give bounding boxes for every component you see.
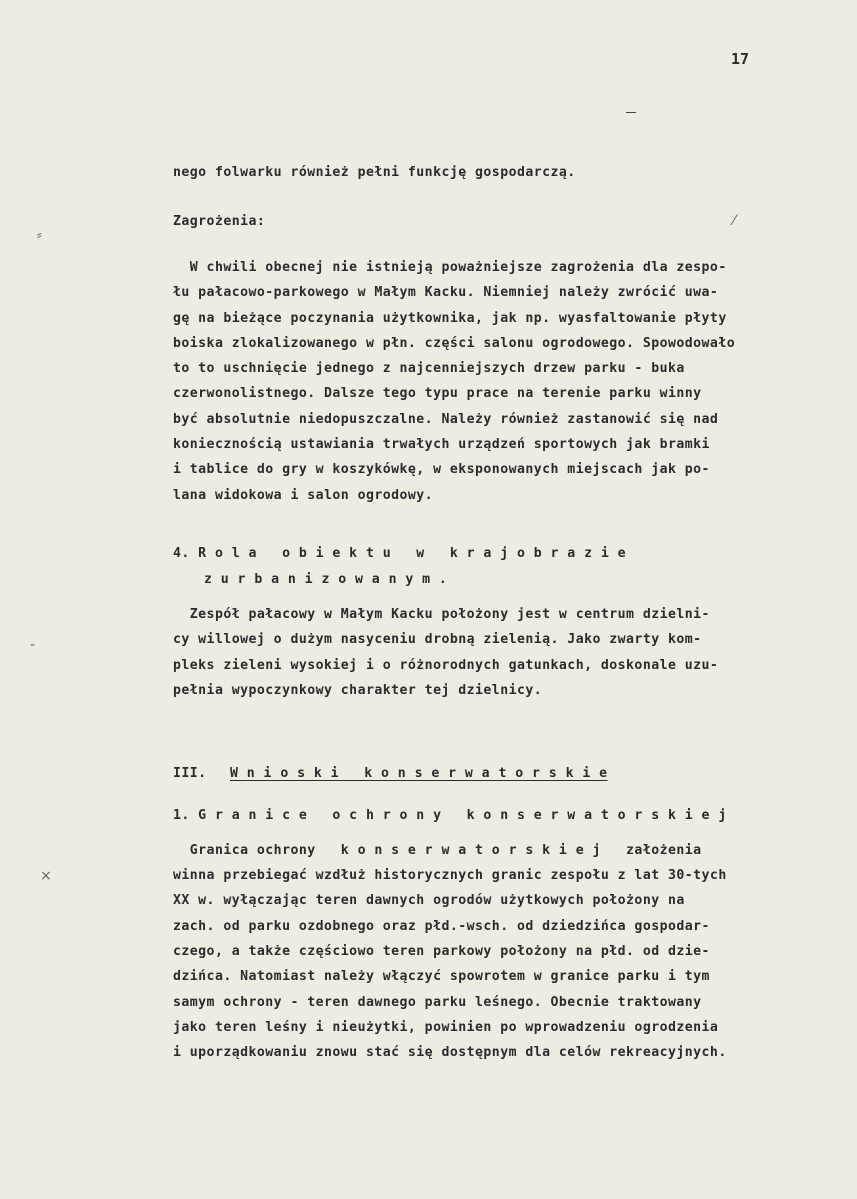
text-line: Zespół pałacowy w Małym Kacku położony jest w centrum dzielni- — [173, 607, 710, 622]
section-heading: Zagrożenia: — [173, 214, 266, 229]
text-line: to to uschnięcie jednego z najcenniejszych drzew parku - buka — [173, 361, 685, 376]
text-line: koniecznością ustawiania trwałych urządzeń sportowych jak bramki — [173, 437, 710, 452]
text-line: czerwonolistnego. Dalsze tego typu prace na terenie parku winny — [173, 386, 702, 401]
text-line: samym ochrony - teren dawnego parku leśnego. Obecnie traktowany — [173, 995, 702, 1010]
section-heading: W n i o s k i k o n s e r w a t o r s k i e — [230, 766, 608, 781]
text-line: gę na bieżące poczynania użytkownika, jak np. wyasfaltowanie płyty — [173, 311, 727, 326]
margin-mark: ⸗ — [37, 227, 42, 243]
text-line: winna przebiegać wzdłuż historycznych granic zespołu z lat 30-tych — [173, 868, 727, 883]
subsection-heading: 1. G r a n i c e o c h r o n y k o n s e r w a t o r s k i e j — [173, 808, 727, 823]
text-line: cy willowej o dużym nasyceniu drobną zielenią. Jako zwarty kom- — [173, 632, 702, 647]
text-line: boiska zlokalizowanego w płn. części salonu ogrodowego. Spowodowało — [173, 336, 736, 351]
text-line: zach. od parku ozdobnego oraz płd.-wsch. od dziedzińca gospodar- — [173, 919, 710, 934]
text-line: łu pałacowo-parkowego w Małym Kacku. Niemniej należy zwrócić uwa- — [173, 285, 719, 300]
text-line: Granica ochrony k o n s e r w a t o r s k i e j założenia — [173, 843, 702, 858]
section-number: III. — [173, 766, 207, 781]
text-line: XX w. wyłączając teren dawnych ogrodów użytkowych położony na — [173, 893, 685, 908]
text-line: i uporządkowaniu znowu stać się dostępnym dla celów rekreacyjnych. — [173, 1045, 727, 1060]
text-line: W chwili obecnej nie istnieją poważniejsze zagrożenia dla zespo- — [173, 260, 727, 275]
text-line: pleks zieleni wysokiej i o różnorodnych gatunkach, doskonale uzu- — [173, 658, 719, 673]
margin-mark: - — [30, 637, 36, 653]
page-number: 17 — [731, 50, 750, 68]
text-line: jako teren leśny i nieużytki, powinien po wprowadzeniu ogrodzenia — [173, 1020, 719, 1035]
tick-mark — [626, 112, 636, 113]
text-line: być absolutnie niedopuszczalne. Należy również zastanowić się nad — [173, 412, 719, 427]
text-line: i tablice do gry w koszykówkę, w eksponowanych miejscach jak po- — [173, 462, 710, 477]
section-heading: z u r b a n i z o w a n y m . — [204, 572, 448, 587]
margin-mark: × — [40, 868, 52, 884]
section-heading: 4. R o l a o b i e k t u w k r a j o b r a z i e — [173, 546, 627, 561]
text-line: dzińca. Natomiast należy włączyć spowrotem w granice parku i tym — [173, 969, 710, 984]
text-line: czego, a także częściowo teren parkowy położony na płd. od dzie- — [173, 944, 710, 959]
text-line: pełnia wypoczynkowy charakter tej dzielnicy. — [173, 683, 543, 698]
text-line: lana widokowa i salon ogrodowy. — [173, 488, 434, 503]
pencil-mark: ⁄ — [733, 213, 736, 229]
text-line: nego folwarku również pełni funkcję gospodarczą. — [173, 165, 576, 180]
